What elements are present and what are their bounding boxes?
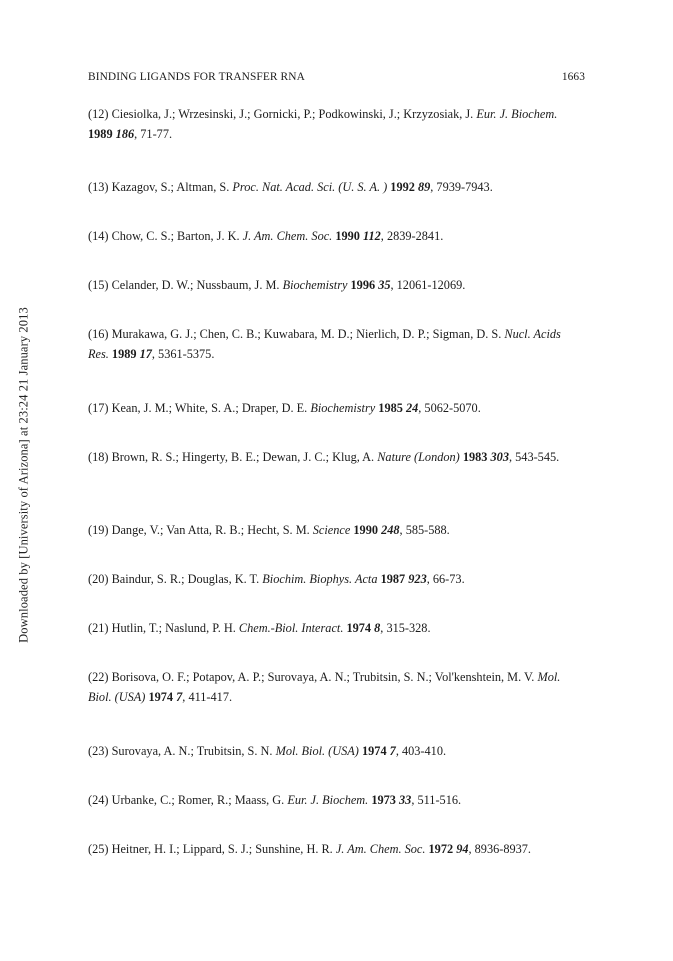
ref-journal: Proc. Nat. Acad. Sci. (U. S. A. ) bbox=[232, 180, 388, 194]
ref-authors: Baindur, S. R.; Douglas, K. T. bbox=[111, 572, 260, 586]
ref-volume: 186 bbox=[115, 127, 135, 141]
ref-pages: 543-545. bbox=[515, 450, 560, 464]
ref-volume: 923 bbox=[408, 572, 427, 586]
reference-entry: (14) Chow, C. S.; Barton, J. K. J. Am. Chem. Soc. 1990 112, 2839-2841. bbox=[88, 229, 444, 243]
running-head bbox=[88, 71, 585, 87]
ref-journal: Nucl. Acids Res. bbox=[88, 327, 561, 361]
ref-pages: 71-77. bbox=[140, 127, 173, 141]
ref-authors: Hutlin, T.; Naslund, P. H. bbox=[111, 621, 236, 635]
ref-authors: Ciesiolka, J.; Wrzesinski, J.; Gornicki, P.; Podkowinski, J.; Krzyzosiak, J. bbox=[111, 107, 474, 121]
ref-year: 1987 bbox=[380, 572, 406, 586]
ref-volume: 248 bbox=[381, 523, 400, 537]
running-title: BINDING LIGANDS FOR TRANSFER RNA bbox=[88, 71, 305, 83]
ref-pages: 403-410. bbox=[401, 744, 447, 758]
reference-entry: (15) Celander, D. W.; Nussbaum, J. M. Biochemistry 1996 35, 12061-12069. bbox=[88, 278, 466, 292]
ref-pages: 8936-8937. bbox=[474, 842, 531, 856]
ref-number: (20) bbox=[88, 572, 109, 586]
ref-number: (22) bbox=[88, 670, 109, 684]
ref-pages: 5361-5375. bbox=[158, 347, 215, 361]
ref-volume: 7 bbox=[389, 744, 396, 758]
reference-entry: (17) Kean, J. M.; White, S. A.; Draper, D. E. Biochemistry 1985 24, 5062-5070. bbox=[88, 401, 481, 415]
reference-entry: (23) Surovaya, A. N.; Trubitsin, S. N. Mol. Biol. (USA) 1974 7, 403-410. bbox=[88, 744, 447, 758]
ref-volume: 33 bbox=[399, 793, 412, 807]
ref-number: (17) bbox=[88, 401, 109, 415]
ref-year: 1989 bbox=[111, 347, 137, 361]
ref-number: (19) bbox=[88, 523, 109, 537]
ref-authors: Murakawa, G. J.; Chen, C. B.; Kuwabara, M. D.; Nierlich, D. P.; Sigman, D. S. bbox=[111, 327, 502, 341]
ref-authors: Surovaya, A. N.; Trubitsin, S. N. bbox=[111, 744, 273, 758]
ref-volume: 7 bbox=[176, 690, 183, 704]
ref-authors: Dange, V.; Van Atta, R. B.; Hecht, S. M. bbox=[111, 523, 310, 537]
ref-journal: Chem.-Biol. Interact. bbox=[238, 621, 344, 635]
ref-pages: 315-328. bbox=[386, 621, 431, 635]
ref-authors: Celander, D. W.; Nussbaum, J. M. bbox=[111, 278, 280, 292]
reference-entry: (20) Baindur, S. R.; Douglas, K. T. Biochim. Biophys. Acta 1987 923, 66-73. bbox=[88, 572, 465, 586]
ref-pages: 12061-12069. bbox=[396, 278, 466, 292]
ref-year: 1974 bbox=[362, 744, 387, 758]
ref-year: 1983 bbox=[462, 450, 488, 464]
ref-volume: 8 bbox=[374, 621, 381, 635]
reference-entry: (21) Hutlin, T.; Naslund, P. H. Chem.-Biol. Interact. 1974 8, 315-328. bbox=[88, 621, 431, 635]
ref-journal: Biochemistry bbox=[310, 401, 376, 415]
ref-volume: 17 bbox=[139, 347, 152, 361]
ref-year: 1989 bbox=[88, 127, 113, 141]
ref-authors: Borisova, O. F.; Potapov, A. P.; Surovaya, A. N.; Trubitsin, S. N.; Vol'kenshtein, M. V. bbox=[111, 670, 535, 684]
ref-volume: 94 bbox=[456, 842, 469, 856]
ref-journal: Eur. J. Biochem. bbox=[287, 793, 369, 807]
ref-volume: 35 bbox=[378, 278, 391, 292]
ref-authors: Heitner, H. I.; Lippard, S. J.; Sunshine, H. R. bbox=[111, 842, 333, 856]
ref-journal: Mol. Biol. (USA) bbox=[275, 744, 359, 758]
reference-entry: (19) Dange, V.; Van Atta, R. B.; Hecht, S. M. Science 1990 248, 585-588. bbox=[88, 523, 450, 537]
ref-pages: 7939-7943. bbox=[436, 180, 493, 194]
ref-number: (13) bbox=[88, 180, 109, 194]
ref-number: (18) bbox=[88, 450, 109, 464]
ref-pages: 5062-5070. bbox=[424, 401, 481, 415]
ref-authors: Chow, C. S.; Barton, J. K. bbox=[111, 229, 240, 243]
ref-journal: J. Am. Chem. Soc. bbox=[335, 842, 426, 856]
ref-authors: Brown, R. S.; Hingerty, B. E.; Dewan, J. C.; Klug, A. bbox=[111, 450, 375, 464]
reference-entry: (25) Heitner, H. I.; Lippard, S. J.; Sunshine, H. R. J. Am. Chem. Soc. 1972 94, 8936-8937. bbox=[88, 842, 531, 856]
ref-journal: Eur. J. Biochem. bbox=[476, 107, 558, 121]
ref-journal: Mol. Biol. (USA) bbox=[88, 670, 561, 704]
reference-entry: (18) Brown, R. S.; Hingerty, B. E.; Dewan, J. C.; Klug, A. Nature (London) 1983 303, 543-545. bbox=[88, 450, 560, 464]
ref-year: 1974 bbox=[148, 690, 174, 704]
ref-journal: Nature (London) bbox=[377, 450, 460, 464]
ref-number: (24) bbox=[88, 793, 109, 807]
ref-journal: Biochim. Biophys. Acta bbox=[262, 572, 378, 586]
reference-entry: (12) Ciesiolka, J.; Wrzesinski, J.; Gornicki, P.; Podkowinski, J.; Krzyzosiak, J. Eur. J. Biochem. 1989 186, 71-77. bbox=[88, 107, 558, 141]
ref-pages: 585-588. bbox=[405, 523, 450, 537]
ref-year: 1972 bbox=[428, 842, 454, 856]
reference-entry: (13) Kazagov, S.; Altman, S. Proc. Nat. Acad. Sci. (U. S. A. ) 1992 89, 7939-7943. bbox=[88, 180, 493, 194]
page-number: 1663 bbox=[561, 71, 585, 83]
ref-authors: Kazagov, S.; Altman, S. bbox=[111, 180, 230, 194]
ref-volume: 24 bbox=[405, 401, 419, 415]
download-watermark bbox=[14, 0, 34, 961]
download-note: Downloaded by [University of Arizona] at 23:24 21 January 2013 bbox=[16, 307, 31, 643]
ref-year: 1990 bbox=[353, 523, 378, 537]
ref-number: (14) bbox=[88, 229, 109, 243]
ref-journal: Biochemistry bbox=[282, 278, 348, 292]
ref-year: 1973 bbox=[371, 793, 396, 807]
ref-volume: 89 bbox=[417, 180, 431, 194]
ref-authors: Urbanke, C.; Romer, R.; Maass, G. bbox=[111, 793, 285, 807]
ref-number: (21) bbox=[88, 621, 109, 635]
ref-year: 1996 bbox=[350, 278, 376, 292]
ref-year: 1974 bbox=[346, 621, 372, 635]
ref-year: 1990 bbox=[335, 229, 360, 243]
reference-entry: (22) Borisova, O. F.; Potapov, A. P.; Surovaya, A. N.; Trubitsin, S. N.; Vol'kenshtein, M. V. Mol. Biol. (USA) 1974 7, 411-417. bbox=[88, 670, 561, 704]
ref-pages: 66-73. bbox=[432, 572, 465, 586]
ref-journal: Science bbox=[312, 523, 351, 537]
ref-volume: 112 bbox=[363, 229, 381, 243]
ref-pages: 511-516. bbox=[417, 793, 462, 807]
ref-year: 1985 bbox=[378, 401, 403, 415]
reference-entry: (24) Urbanke, C.; Romer, R.; Maass, G. Eur. J. Biochem. 1973 33, 511-516. bbox=[88, 793, 462, 807]
reference-entry: (16) Murakawa, G. J.; Chen, C. B.; Kuwabara, M. D.; Nierlich, D. P.; Sigman, D. S. Nucl. Acids Res. 1989 17, 5361-5375. bbox=[88, 327, 561, 361]
ref-volume: 303 bbox=[490, 450, 509, 464]
ref-number: (16) bbox=[88, 327, 109, 341]
ref-number: (25) bbox=[88, 842, 109, 856]
ref-number: (15) bbox=[88, 278, 109, 292]
ref-number: (12) bbox=[88, 107, 109, 121]
ref-pages: 2839-2841. bbox=[386, 229, 444, 243]
ref-number: (23) bbox=[88, 744, 109, 758]
ref-authors: Kean, J. M.; White, S. A.; Draper, D. E. bbox=[111, 401, 308, 415]
ref-pages: 411-417. bbox=[188, 690, 233, 704]
ref-year: 1992 bbox=[390, 180, 415, 194]
ref-journal: J. Am. Chem. Soc. bbox=[242, 229, 333, 243]
